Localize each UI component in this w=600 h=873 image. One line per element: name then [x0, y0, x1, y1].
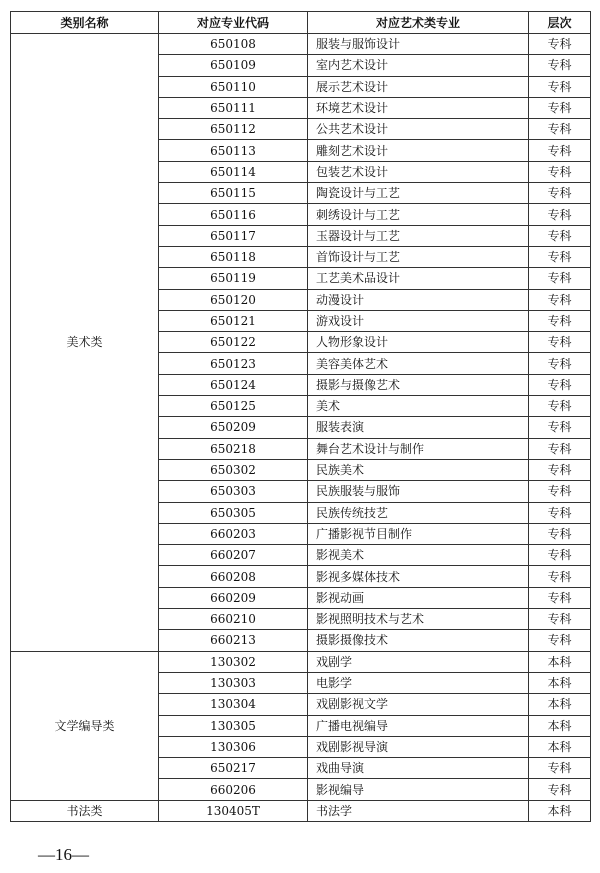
category-cell: 美术类 [11, 34, 159, 652]
level-cell: 专科 [529, 204, 591, 225]
major-cell: 戏剧影视文学 [308, 694, 529, 715]
level-cell: 专科 [529, 161, 591, 182]
major-cell: 影视多媒体技术 [308, 566, 529, 587]
level-cell: 专科 [529, 353, 591, 374]
major-cell: 戏剧影视导演 [308, 736, 529, 757]
code-cell: 650125 [159, 396, 308, 417]
level-cell: 专科 [529, 246, 591, 267]
major-cell: 舞台艺术设计与制作 [308, 438, 529, 459]
level-cell: 专科 [529, 332, 591, 353]
major-cell: 首饰设计与工艺 [308, 246, 529, 267]
table-row [11, 651, 591, 672]
code-cell: 130306 [159, 736, 308, 757]
category-cell: 书法类 [11, 800, 159, 821]
level-cell: 专科 [529, 119, 591, 140]
majors-table [10, 11, 591, 822]
major-cell: 展示艺术设计 [308, 76, 529, 97]
major-cell: 摄影与摄像艺术 [308, 374, 529, 395]
code-cell: 650118 [159, 246, 308, 267]
table-row [11, 34, 591, 55]
code-cell: 650122 [159, 332, 308, 353]
major-cell: 动漫设计 [308, 289, 529, 310]
major-cell: 民族传统技艺 [308, 502, 529, 523]
level-cell: 专科 [529, 55, 591, 76]
major-cell: 电影学 [308, 672, 529, 693]
major-cell: 工艺美术品设计 [308, 268, 529, 289]
level-cell: 专科 [529, 417, 591, 438]
level-cell: 专科 [529, 268, 591, 289]
major-cell: 摄影摄像技术 [308, 630, 529, 651]
level-cell: 专科 [529, 34, 591, 55]
code-cell: 130304 [159, 694, 308, 715]
level-cell: 专科 [529, 758, 591, 779]
code-cell: 650113 [159, 140, 308, 161]
major-cell: 服装表演 [308, 417, 529, 438]
level-cell: 本科 [529, 651, 591, 672]
code-cell: 650109 [159, 55, 308, 76]
level-cell: 专科 [529, 587, 591, 608]
code-cell: 130405T [159, 800, 308, 821]
code-cell: 650120 [159, 289, 308, 310]
major-cell: 书法学 [308, 800, 529, 821]
level-cell: 专科 [529, 310, 591, 331]
major-cell: 陶瓷设计与工艺 [308, 183, 529, 204]
code-cell: 130302 [159, 651, 308, 672]
major-cell: 人物形象设计 [308, 332, 529, 353]
level-cell: 专科 [529, 374, 591, 395]
major-cell: 戏剧学 [308, 651, 529, 672]
level-cell: 专科 [529, 779, 591, 800]
header-code: 对应专业代码 [159, 12, 308, 34]
major-cell: 戏曲导演 [308, 758, 529, 779]
code-cell: 650108 [159, 34, 308, 55]
major-cell: 雕刻艺术设计 [308, 140, 529, 161]
category-cell: 文学编导类 [11, 651, 159, 800]
code-cell: 650123 [159, 353, 308, 374]
level-cell: 专科 [529, 502, 591, 523]
table-header-row [11, 12, 591, 34]
code-cell: 660206 [159, 779, 308, 800]
level-cell: 专科 [529, 459, 591, 480]
level-cell: 本科 [529, 736, 591, 757]
code-cell: 660209 [159, 587, 308, 608]
code-cell: 650302 [159, 459, 308, 480]
major-cell: 影视动画 [308, 587, 529, 608]
level-cell: 专科 [529, 545, 591, 566]
major-cell: 民族美术 [308, 459, 529, 480]
table-body [11, 34, 591, 822]
level-cell: 本科 [529, 800, 591, 821]
code-cell: 650117 [159, 225, 308, 246]
level-cell: 专科 [529, 609, 591, 630]
major-cell: 玉器设计与工艺 [308, 225, 529, 246]
major-cell: 刺绣设计与工艺 [308, 204, 529, 225]
major-cell: 民族服装与服饰 [308, 481, 529, 502]
header-major: 对应艺术类专业 [308, 12, 529, 34]
level-cell: 专科 [529, 76, 591, 97]
code-cell: 650209 [159, 417, 308, 438]
code-cell: 650121 [159, 310, 308, 331]
code-cell: 660208 [159, 566, 308, 587]
major-cell: 影视照明技术与艺术 [308, 609, 529, 630]
level-cell: 专科 [529, 289, 591, 310]
level-cell: 本科 [529, 715, 591, 736]
major-cell: 美术 [308, 396, 529, 417]
code-cell: 650112 [159, 119, 308, 140]
level-cell: 专科 [529, 523, 591, 544]
code-cell: 650217 [159, 758, 308, 779]
major-cell: 服装与服饰设计 [308, 34, 529, 55]
code-cell: 650303 [159, 481, 308, 502]
major-cell: 公共艺术设计 [308, 119, 529, 140]
major-cell: 美容美体艺术 [308, 353, 529, 374]
code-cell: 130303 [159, 672, 308, 693]
code-cell: 650116 [159, 204, 308, 225]
level-cell: 专科 [529, 396, 591, 417]
code-cell: 650110 [159, 76, 308, 97]
code-cell: 650114 [159, 161, 308, 182]
major-cell: 广播电视编导 [308, 715, 529, 736]
major-cell: 室内艺术设计 [308, 55, 529, 76]
level-cell: 专科 [529, 225, 591, 246]
code-cell: 650218 [159, 438, 308, 459]
major-cell: 游戏设计 [308, 310, 529, 331]
major-cell: 广播影视节目制作 [308, 523, 529, 544]
level-cell: 专科 [529, 481, 591, 502]
code-cell: 660203 [159, 523, 308, 544]
level-cell: 专科 [529, 566, 591, 587]
major-cell: 环境艺术设计 [308, 97, 529, 118]
level-cell: 专科 [529, 97, 591, 118]
major-cell: 包装艺术设计 [308, 161, 529, 182]
code-cell: 130305 [159, 715, 308, 736]
header-level: 层次 [529, 12, 591, 34]
level-cell: 专科 [529, 140, 591, 161]
level-cell: 专科 [529, 438, 591, 459]
code-cell: 650111 [159, 97, 308, 118]
level-cell: 本科 [529, 694, 591, 715]
code-cell: 650124 [159, 374, 308, 395]
code-cell: 660213 [159, 630, 308, 651]
table-row [11, 800, 591, 821]
header-category: 类别名称 [11, 12, 159, 34]
page-number: —16— [38, 845, 89, 864]
level-cell: 专科 [529, 183, 591, 204]
code-cell: 650115 [159, 183, 308, 204]
code-cell: 650305 [159, 502, 308, 523]
level-cell: 专科 [529, 630, 591, 651]
code-cell: 650119 [159, 268, 308, 289]
level-cell: 本科 [529, 672, 591, 693]
code-cell: 660207 [159, 545, 308, 566]
major-cell: 影视编导 [308, 779, 529, 800]
code-cell: 660210 [159, 609, 308, 630]
major-cell: 影视美术 [308, 545, 529, 566]
